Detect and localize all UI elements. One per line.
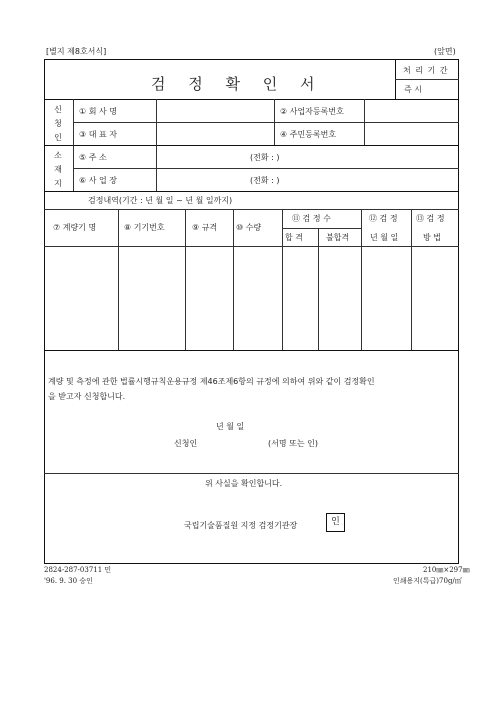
statement-line-2: 을 받고자 신청합니다. bbox=[48, 392, 126, 401]
applicant-signer-label: 신청인 bbox=[174, 439, 198, 448]
divider bbox=[156, 99, 157, 145]
divider bbox=[361, 209, 362, 350]
resident-reg-number-label: ④ 주민등록번호 bbox=[280, 130, 337, 139]
workplace-label: ⑥ 사 업 장 bbox=[79, 176, 117, 185]
divider bbox=[395, 79, 459, 80]
divider bbox=[44, 246, 459, 247]
divider bbox=[364, 99, 365, 145]
form-number: [별지 제8호서식] bbox=[46, 47, 107, 56]
divider bbox=[156, 145, 157, 191]
divider bbox=[44, 191, 459, 192]
divider bbox=[44, 145, 459, 146]
divider bbox=[185, 209, 186, 350]
divider bbox=[282, 228, 361, 229]
location-group-label: 소 재 지 bbox=[54, 151, 62, 188]
divider bbox=[44, 209, 459, 210]
col-inspection-date-bottom: 년 월 일 bbox=[370, 233, 399, 242]
statement-line-1: 계량 및 측정에 관한 법률시행규칙운용규정 제46조제6항의 규정에 의하여 위와 같이 검정확인 bbox=[48, 377, 375, 386]
processing-period-value: 즉 시 bbox=[404, 85, 422, 94]
seal-stamp: 인 bbox=[326, 513, 345, 532]
workplace-phone[interactable]: (전화 : ) bbox=[250, 176, 280, 185]
divider bbox=[318, 228, 319, 350]
representative-label: ③ 대 표 자 bbox=[79, 130, 117, 139]
col-device-number: ⑧ 기기번호 bbox=[124, 223, 165, 232]
divider bbox=[44, 99, 459, 100]
divider bbox=[44, 473, 459, 474]
signature-note: (서명 또는 인) bbox=[268, 439, 318, 448]
divider bbox=[73, 168, 459, 169]
divider bbox=[282, 209, 283, 350]
business-reg-number-label: ② 사업자등록번호 bbox=[280, 107, 344, 116]
col-quantity: ⑩ 수량 bbox=[236, 223, 262, 232]
inspection-period: 검정내역(기간 : 년 월 일 ~ 년 월 일까지) bbox=[88, 196, 233, 205]
address-phone[interactable]: (전화 : ) bbox=[250, 153, 280, 162]
divider bbox=[118, 209, 119, 350]
col-inspection-count: ⑪ 검 정 수 bbox=[292, 214, 331, 223]
divider bbox=[44, 350, 459, 351]
address-label: ⑤ 주 소 bbox=[79, 153, 107, 162]
divider bbox=[274, 99, 275, 145]
col-fail: 불합격 bbox=[326, 233, 350, 242]
divider bbox=[73, 99, 74, 191]
company-name-label: ① 회 사 명 bbox=[79, 107, 117, 116]
divider bbox=[233, 209, 234, 350]
application-date: 년 월 일 bbox=[216, 422, 245, 431]
approval-date: '96. 9. 30 승인 bbox=[44, 577, 93, 585]
page-side-label: (앞면) bbox=[434, 47, 456, 56]
col-meter-name: ⑦ 계량기 명 bbox=[53, 223, 97, 232]
form-code: 2824-287-03711 민 bbox=[44, 566, 112, 574]
divider bbox=[73, 122, 459, 123]
col-inspection-method-bottom: 방 법 bbox=[423, 233, 441, 242]
paper-size: 210㎜×297㎜ bbox=[423, 566, 470, 574]
processing-period-label: 처 리 기 간 bbox=[403, 66, 449, 75]
col-inspection-date-top: ⑫ 검 정 bbox=[369, 214, 398, 223]
col-pass: 합 격 bbox=[285, 233, 303, 242]
applicant-group-label: 신 청 인 bbox=[54, 105, 62, 142]
document-title: 검 정 확 인 서 bbox=[151, 75, 324, 93]
col-spec: ⑨ 규격 bbox=[192, 223, 218, 232]
divider bbox=[411, 209, 412, 350]
col-inspection-method-top: ⑬ 검 정 bbox=[416, 214, 445, 223]
paper-spec: 인쇄용지(특급)70g/㎡ bbox=[393, 577, 462, 585]
confirmation-text: 위 사실을 확인합니다. bbox=[205, 479, 283, 488]
issuer-label: 국립기술품질원 지정 검정기관장 bbox=[184, 521, 298, 530]
